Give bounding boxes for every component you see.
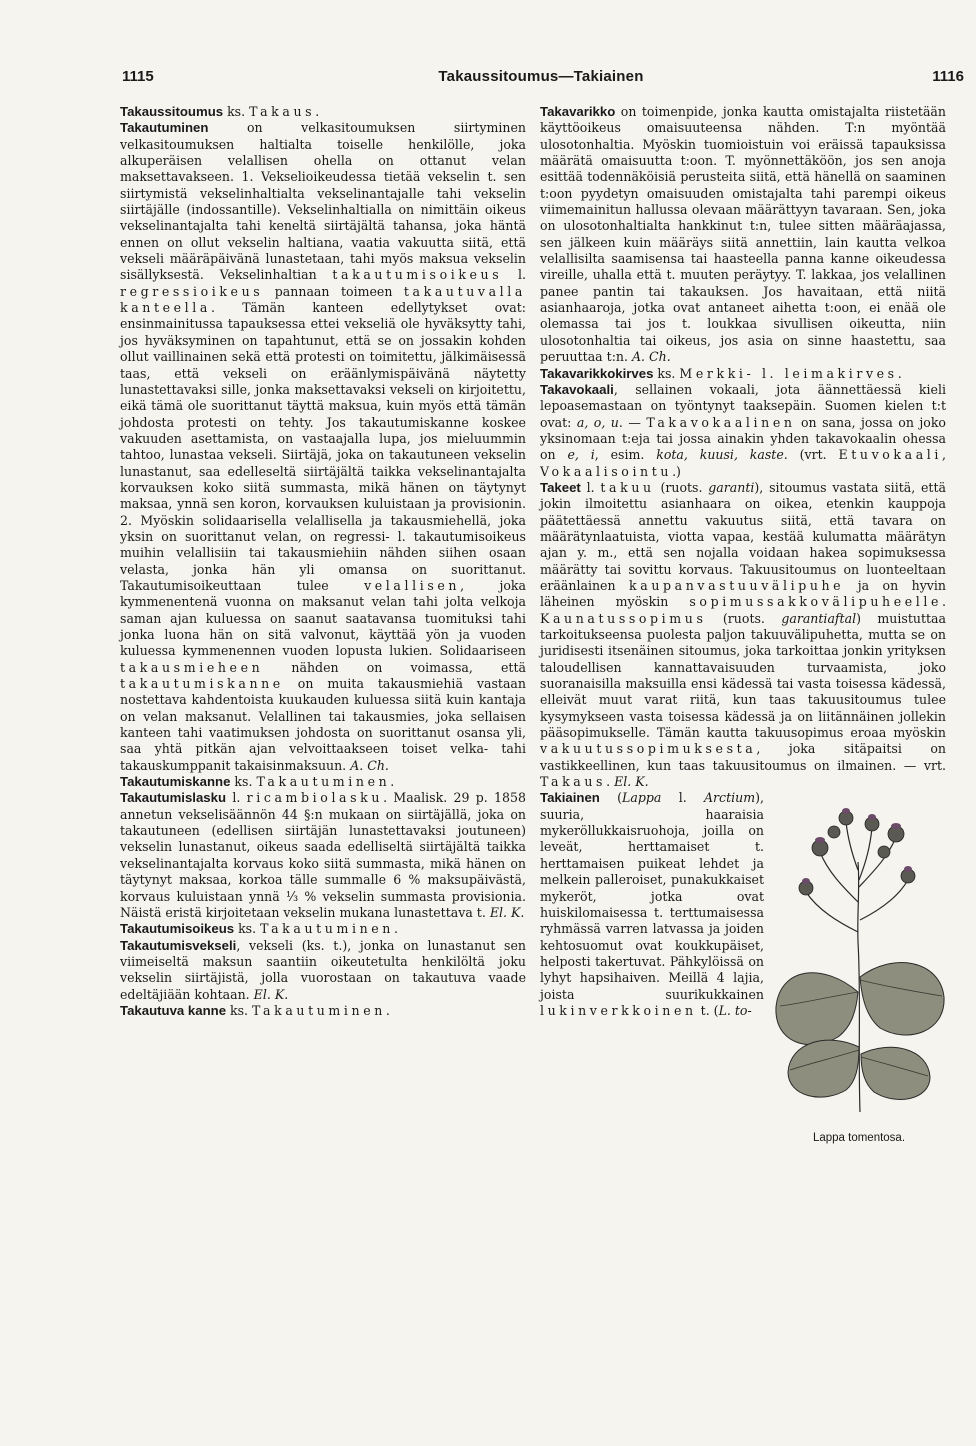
headword: Takavokaali bbox=[540, 381, 614, 397]
headword: Takavarikko bbox=[540, 104, 616, 119]
spaced-term: lukinverkkoinen bbox=[540, 1002, 697, 1018]
headword: Takautumisoikeus bbox=[120, 921, 235, 937]
left-column bbox=[120, 104, 526, 1019]
spaced-term: regressioikeus bbox=[120, 283, 264, 299]
running-title: Takaussitoumus—Takiainen bbox=[438, 68, 644, 85]
cross-reference: Vokaalisointu bbox=[540, 463, 673, 479]
spaced-term: ricambiolasku bbox=[246, 790, 384, 806]
cross-reference: Takaus bbox=[249, 104, 316, 119]
lappa-tomentosa-illustration bbox=[768, 792, 950, 1144]
headword: Takaussitoumus bbox=[120, 104, 224, 119]
spaced-term: takautumisoikeus bbox=[332, 267, 503, 283]
entry-takiainen bbox=[540, 790, 946, 1145]
spaced-term: vakuutussopimuksesta bbox=[540, 741, 757, 757]
entry-takautumisoikeus: Takautumisoikeus ks. Takautuminen. bbox=[120, 921, 398, 937]
page-number-left: 1115 bbox=[122, 68, 154, 85]
cross-reference: Takautuminen bbox=[252, 1002, 386, 1018]
spaced-term: kaupanvastuuvälipuhe bbox=[629, 577, 845, 593]
headword: Takavarikkokirves bbox=[540, 365, 654, 381]
entry-takiainen-text: Takiainen (Lappa l. Arctium), suuria, haaraisia mykeröllukkaisruohoja, joilla on leveät, herttamaiset t. herttamaisen puikeat lehdet ja melkein palleroiset, punakukkaiset mykeröt, jotka ovat huiskilomaisessa t. terttumaisessa ryhmässä varren latvassa ja joiden kehtosuomut ovat koukkupäiset, helposti takertuvat. Pähkylöissä on lyhyt hapsihaiven. Meillä 4 lajia, joista suurikukkainen lukinverkkoinen t. (L. to- bbox=[540, 790, 764, 1018]
entry-takautumisvekseli: Takautumisvekseli, vekseli (ks. t.), jonka on lunastanut sen viimeiseltä maksun saantiin oikeutetulta henkilöltä joku vekselin siirtäjistä, jolla vuorostaan on takautuva vaade edeltäjiään kohtaan. El. K. bbox=[120, 937, 526, 1002]
figure-caption: Lappa tomentosa. bbox=[812, 1132, 906, 1145]
entry-takautumislasku: Takautumislasku l. ricambiolasku. Maalisk. 29 p. 1858 annetun vekselisäännön 44 §:n mukaan on siirtäjällä, joka on takautuneen (edellisen siirtäjän lunastettavaksi joutuneen) vekselin lunastanut, oikeus saada edelliseltä siirtäjältä taikka vekselinantajalta korvaus koko siitä summasta, mikä hänen on täytynyt maksaa, korkoa tälle summalle 6 % maksupäivästä, korvaus kuluistaan ynnä ⅓ % vekselin summasta provisionia. Näistä eristä kirjoitetaan vekselin mukana lunastettava t. El. K. bbox=[120, 790, 526, 920]
author-signature: A. Ch. bbox=[632, 349, 671, 365]
headword: Takautumislasku bbox=[120, 790, 227, 806]
author-signature: El. K. bbox=[489, 904, 525, 920]
burdock-plant-drawing bbox=[768, 792, 950, 1122]
headword: Takiainen bbox=[540, 790, 600, 806]
spaced-term: takausmieheen bbox=[120, 659, 264, 675]
entry-takavokaali: Takavokaali, sellainen vokaali, jota äännettäessä kieli lepoasemastaan on työntynyt taaksepäin. Suomen kielen t:t ovat: a, o, u. — Takavokaalinen on sana, jossa on joko yksinomaan t:eja tai jossa ainakin yhden takavokaalin ohessa on e, i, esim. kota, kuusi, kaste. (vrt. Etuvokaali, Vokaalisointu.) bbox=[540, 381, 946, 479]
page-number-right: 1116 bbox=[932, 68, 964, 85]
headword: Takautuminen bbox=[120, 120, 209, 136]
spaced-term: sopimussakkovälipuheelle bbox=[689, 594, 942, 610]
author-signature: El. K. bbox=[614, 774, 649, 790]
cross-reference: Merkki- l. leimakirves bbox=[679, 365, 898, 381]
author-signature: El. K. bbox=[253, 986, 289, 1002]
cross-reference: Takaus bbox=[540, 774, 607, 790]
page-header bbox=[118, 68, 964, 92]
entry-takavarikko: Takavarikko on toimenpide, jonka kautta omistajalta riistetään käyttöoikeus omaisuuteensa nähden. T:n myöntää ulosotonhaltia. Myöskin tuomioistuin voi eräissä tapauksissa määrätä omaisuutta t:oon. T. myönnettäköön, jos sen anoja esittää todennäköisiä perusteita siitä, että hänellä on saaminen t:oon pyydetyn omaisuuden omistajalta tahi parempi oikeus viimemainitun hallussa olevaan määrättyyn tavaraan. Sen, joka on ulosotonhaltialta hankkinut t:n, tulee sitten määräajassa, sen jälkeen kuin määräys siitä annettiin, lain kautta velkoa velallisilta saamisensa tai haasteella panna kanne oikeudessa vireille, uhalla että t. muuten peräytyy. T. lakkaa, jos velallinen panee pantin tai takauksen. Jos havaitaan, että niitä asianhaaroja, jotka ovat antaneet aihetta t:oon, ei enää ole olemassa tai jos t. loukkaa sivullisen oikeutta, niin ulosotonhaltia tai oikeus, jos asia on sinne haastettu, saa peruuttaa t:n. A. Ch. bbox=[540, 104, 946, 365]
right-column bbox=[540, 104, 946, 1145]
entry-takautuva-kanne: Takautuva kanne ks. Takautuminen. bbox=[120, 1002, 390, 1018]
author-signature: A. Ch. bbox=[350, 757, 389, 773]
headword: Takautumisvekseli bbox=[120, 937, 237, 953]
entry-takavarikkokirves: Takavarikkokirves ks. Merkki- l. leimakirves. bbox=[540, 365, 902, 381]
spaced-term: takautuvalla kanteella bbox=[120, 283, 526, 316]
headword: Takautuva kanne bbox=[120, 1002, 227, 1018]
spaced-term: velallisen bbox=[364, 577, 461, 593]
cross-reference: Takautuminen bbox=[256, 774, 391, 790]
entry-takeet: Takeet l. takuu (ruots. garanti), sitoumus vastata siitä, että jokin ilmoitettu asianhaara on oikea, etenkin kauppoja päätettäessä annettu vakuutus siitä, että tavara on määrätynlaatuista, viotta vapaa, kestää kulumatta määrätyn ajan y. m., että sen nojalla voidaan hakea sopimuksessa määrätty tai sovittu korvaus. Takuusitoumus on luonteeltaan eräänlainen kaupanvastuuvälipuhe ja on hyvin läheinen myöskin sopimussakkovälipuheelle. Kaunatussopimus (ruots. garantiaftal) muistuttaa tarkoitukseensa puolesta paljon takuuvälipuhetta, mutta se on juridisesti itsenäinen sitoumus, joka tarkoittaa jonkin yrityksen taloudellisen kannattavaisuuden turvaamista, joko suoranaisilla maksuilla ensi kädessä tai vasta toisessa kädessä, elleivät muut varat riitä, kun taas takuusitoumus tulee kysymykseen vasta toisessa kädessä ja on liitännäinen jollekin pääsopimukselle. Tämän kautta takuusopimus eroaa myöskin vakuutussopimuksesta, joka sitäpaitsi on vastikkeellinen, kun taas takuusitoumus on ilmainen. — vrt. Takaus. El. K. bbox=[540, 479, 946, 790]
headword: Takeet bbox=[540, 479, 581, 495]
spaced-term: Kaunatussopimus bbox=[540, 610, 707, 626]
cross-reference: Takautuminen bbox=[260, 921, 394, 937]
cross-reference: Etuvokaali bbox=[838, 447, 942, 463]
spaced-term: takuu bbox=[600, 479, 655, 495]
spaced-term: takautumiskanne bbox=[120, 676, 284, 692]
entry-takaussitoumus: Takaussitoumus ks. Takaus. bbox=[120, 104, 320, 119]
spaced-term: Takavokaalinen bbox=[646, 414, 796, 430]
entry-takautumiskanne: Takautumiskanne ks. Takautuminen. bbox=[120, 774, 395, 790]
entry-takautuminen: Takautuminen on velkasitoumuksen siirtyminen velkasitoumuksen haltialta toiselle henkilölle, joka alkuperäisen velallisen ohella on ottanut velan maksettavakseen. 1. Vekselioikeudessa tietää vekselin t. sen siirtymistä vekselinhaltialta vekselinantajalle tahi vekselin siirtäjälle (indossantille). Vekselinhaltialla on nimittäin oikeus vekselinantajalta tahi keneltä siirtäjältä tahansa, joka häntä ennen on ollut vekselin haltiana, vaatia vakuutta siitä, että vekseli määräpäivänä lunastetaan, tahi myös maksua vekselin sisällyksestä. Vekselinhaltian takautumisoikeus l. regressioikeus pannaan toimeen takautuvalla kanteella. Tämän kanteen edellytykset ovat: ensinmainitussa tapauksessa ettei vekseliä ole hyväksytty tahi, jos hyväksyminen on tapahtunut, että se on jossakin kohden ollut vaillinainen sekä että protesti on toimitettu, jälkimäisessä taas, että vekseli on eräänlymispäivänä näytetty lunastettavaksi sille, jonka maksettavaksi vekseli on kirjoitettu, eikä tämä ole suorittanut täyttä maksua, kuin myös että tämän johdosta protesti on tehty. Jos takautumiskanne koskee vakuuden asettamista, on vastaajalla lupa, jos mieluummin tahtoo, lunastaa vekseli. Siirtäjä, joka on takautuneen vekselin lunastanut, saa edelleseltä siirtäjältä taikka vekselinantajalta korvauksen koko siitä summasta, mikä hänen on täytynyt maksaa, ynnä sen koron, korvauksen kuluistaan ja provisionin. 2. Myöskin solidaarisella velallisella ja takausmiehellä, joka yksin on suorittanut velan, on regressi- l. takautumisoikeus muihin velallisiin tai takausmiehiin nähden siihen osaan velasta, jonka hän yli omansa on suorittanut. Takautumisoikeuttaan tulee velallisen, joka kymmenentenä vuonna on maksanut velan tahi jolta velkoja saman ajan kuluessa on saanut saatavansa tuomituksi tahi jonka luona hän on sitä valvonut, käyttää yön ja vuoden kuluessa kymmenennen vuoden lopusta lukien. Solidaariseen takausmieheen nähden on voimassa, että takautumiskanne on muita takausmiehiä vastaan nostettava kahdentoista kuukauden kuluessa siitä kuin kantaja on velan maksanut. Velallinen tai takausmies, joka sellaisen kanteen tahi vaatimuksen johdosta on suorittanut osansa yli, saa yhtä pitkän ajan velvoittaakseen toiset velka- tahi takauskumppanit takaisinmaksuun. A. Ch. bbox=[120, 120, 526, 773]
headword: Takautumiskanne bbox=[120, 774, 231, 790]
